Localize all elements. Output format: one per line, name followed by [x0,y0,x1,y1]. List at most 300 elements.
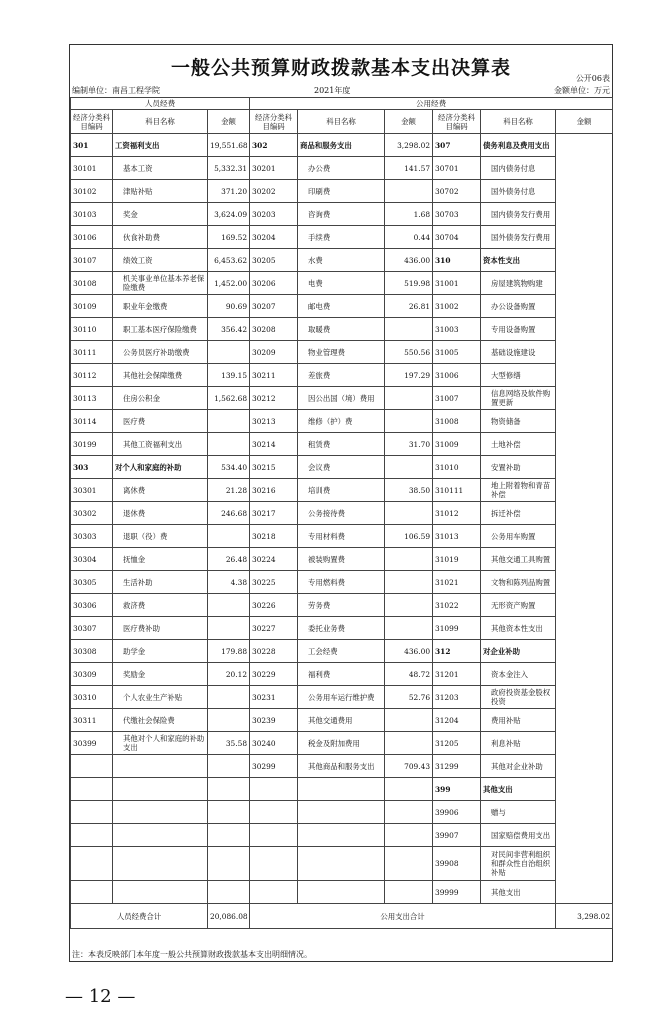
personnel-total-value: 20,086.08 [208,904,250,929]
table-row [71,617,613,640]
name-cell: 工会经费 [298,640,385,663]
code-cell [71,847,113,881]
name-cell: 助学金 [113,640,208,663]
table-row [71,318,613,341]
table-row [71,341,613,364]
table-row [71,410,613,433]
name-cell: 水费 [298,249,385,272]
code-cell: 30113 [71,387,113,410]
name-cell: 其他对个人和家庭的补助支出 [113,732,208,755]
table-row [71,663,613,686]
name-cell: 伙食补助费 [113,226,208,249]
name-cell: 抚恤金 [113,548,208,571]
code-cell: 30701 [433,157,481,180]
amount-cell [385,456,433,479]
amount-cell: 179.88 [208,640,250,663]
amount-cell: 4.38 [208,571,250,594]
code-cell: 30304 [71,548,113,571]
name-cell: 国家赔偿费用支出 [481,824,556,847]
code-cell: 30199 [71,433,113,456]
name-cell [298,881,385,904]
name-cell: 无形资产购置 [481,594,556,617]
code-cell: 30227 [250,617,298,640]
name-cell: 邮电费 [298,295,385,318]
name-cell: 政府投资基金股权投资 [481,686,556,709]
name-cell: 津贴补贴 [113,180,208,203]
amount-cell: 38.50 [385,479,433,502]
name-cell: 奖励金 [113,663,208,686]
amount-cell [208,433,250,456]
table-row [71,548,613,571]
name-cell: 土地补偿 [481,433,556,456]
expenditure-table [70,97,613,929]
name-cell: 专用燃料费 [298,571,385,594]
code-cell: 301 [71,134,113,157]
amount-cell [208,525,250,548]
code-cell: 39906 [433,801,481,824]
name-cell: 物资储备 [481,410,556,433]
amount-cell: 436.00 [385,249,433,272]
amount-cell: 48.72 [385,663,433,686]
code-cell: 30702 [433,180,481,203]
name-cell: 救济费 [113,594,208,617]
code-cell: 30213 [250,410,298,433]
code-cell: 30303 [71,525,113,548]
amount-cell [208,847,250,881]
amount-cell: 1,562.68 [208,387,250,410]
amount-cell [208,594,250,617]
code-cell [71,801,113,824]
code-cell: 30231 [250,686,298,709]
amount-cell [208,881,250,904]
code-cell: 312 [433,640,481,663]
name-cell: 福利费 [298,663,385,686]
name-cell: 利息补贴 [481,732,556,755]
name-cell: 文物和陈列品购置 [481,571,556,594]
amount-cell: 3,298.02 [385,134,433,157]
name-cell: 资本性支出 [481,249,556,272]
code-cell: 30103 [71,203,113,226]
amount-cell [385,709,433,732]
personnel-total-label: 人员经费合计 [71,904,208,929]
name-cell [113,801,208,824]
name-cell: 赠与 [481,801,556,824]
amount-cell: 0.44 [385,226,433,249]
table-row [71,433,613,456]
amount-cell [385,410,433,433]
amount-cell [208,709,250,732]
name-cell: 医疗费 [113,410,208,433]
name-cell: 办公费 [298,157,385,180]
name-cell: 基本工资 [113,157,208,180]
code-cell: 30228 [250,640,298,663]
name-cell: 其他支出 [481,778,556,801]
name-cell: 被装购置费 [298,548,385,571]
code-cell: 30212 [250,387,298,410]
code-cell: 31012 [433,502,481,525]
code-cell: 30310 [71,686,113,709]
table-code: 公开06表 [575,74,610,83]
amount-cell: 1,452.00 [208,272,250,295]
code-cell: 30109 [71,295,113,318]
code-cell: 30114 [71,410,113,433]
name-cell: 退职（役）费 [113,525,208,548]
name-cell: 公务用车购置 [481,525,556,548]
table-row [71,502,613,525]
code-cell: 30201 [250,157,298,180]
code-cell [250,824,298,847]
table-row [71,525,613,548]
amount-cell: 6,453.62 [208,249,250,272]
amount-unit: 金额单位：万元 [554,86,610,95]
amount-cell: 139.15 [208,364,250,387]
code-cell: 31001 [433,272,481,295]
public-total-value: 3,298.02 [556,904,613,929]
name-cell: 其他商品和服务支出 [298,755,385,778]
amount-cell: 31.70 [385,433,433,456]
code-cell: 31008 [433,410,481,433]
amount-cell [385,824,433,847]
name-cell: 公务员医疗补助缴费 [113,341,208,364]
code-cell: 39907 [433,824,481,847]
header-name: 科目名称 [298,110,385,134]
code-cell: 30216 [250,479,298,502]
name-cell: 房屋建筑物购建 [481,272,556,295]
name-cell: 奖金 [113,203,208,226]
code-cell: 30703 [433,203,481,226]
code-cell: 30203 [250,203,298,226]
code-cell: 302 [250,134,298,157]
code-cell: 30240 [250,732,298,755]
name-cell: 住房公积金 [113,387,208,410]
amount-cell [385,881,433,904]
amount-cell [385,387,433,410]
code-cell: 31002 [433,295,481,318]
name-cell: 国外债务付息 [481,180,556,203]
amount-cell: 141.57 [385,157,433,180]
name-cell: 会议费 [298,456,385,479]
name-cell: 代缴社会保险费 [113,709,208,732]
code-cell: 31201 [433,663,481,686]
page-title: 一般公共预算财政拨款基本支出决算表 [170,57,511,79]
name-cell: 个人农业生产补贴 [113,686,208,709]
code-cell: 31003 [433,318,481,341]
code-cell: 31204 [433,709,481,732]
amount-cell: 20.12 [208,663,250,686]
code-cell: 30308 [71,640,113,663]
code-cell: 39908 [433,847,481,881]
code-cell: 30214 [250,433,298,456]
amount-cell: 35.58 [208,732,250,755]
code-cell: 30306 [71,594,113,617]
amount-cell [208,801,250,824]
amount-cell: 371.20 [208,180,250,203]
amount-cell [208,686,250,709]
header-amount: 金额 [208,110,250,134]
table-row [71,157,613,180]
code-cell: 30311 [71,709,113,732]
name-cell: 资本金注入 [481,663,556,686]
code-cell: 30112 [71,364,113,387]
table-row [71,387,613,410]
name-cell: 电费 [298,272,385,295]
code-cell: 30102 [71,180,113,203]
name-cell: 专用材料费 [298,525,385,548]
code-cell: 310111 [433,479,481,502]
name-cell: 委托业务费 [298,617,385,640]
code-cell: 30305 [71,571,113,594]
name-cell [298,801,385,824]
name-cell: 国内债务付息 [481,157,556,180]
amount-cell: 534.40 [208,456,250,479]
name-cell: 其他工资福利支出 [113,433,208,456]
name-cell: 工资福利支出 [113,134,208,157]
name-cell [113,881,208,904]
code-cell: 31203 [433,686,481,709]
code-cell: 31009 [433,433,481,456]
code-cell: 30299 [250,755,298,778]
amount-cell [385,801,433,824]
amount-cell: 246.68 [208,502,250,525]
amount-cell: 1.68 [385,203,433,226]
amount-cell: 519.98 [385,272,433,295]
code-cell: 303 [71,456,113,479]
name-cell [113,847,208,881]
code-cell [71,881,113,904]
name-cell: 离休费 [113,479,208,502]
name-cell: 债务利息及费用支出 [481,134,556,157]
code-cell: 30101 [71,157,113,180]
group-public: 公用经费 [250,98,613,110]
name-cell: 退休费 [113,502,208,525]
code-cell: 30229 [250,663,298,686]
code-cell [250,847,298,881]
header-code: 经济分类科目编码 [250,110,298,134]
code-cell: 30108 [71,272,113,295]
name-cell: 安置补助 [481,456,556,479]
code-cell: 307 [433,134,481,157]
amount-cell [385,617,433,640]
code-cell [71,755,113,778]
code-cell: 30239 [250,709,298,732]
amount-cell: 52.76 [385,686,433,709]
name-cell: 职业年金缴费 [113,295,208,318]
code-cell: 31022 [433,594,481,617]
table-row [71,824,613,847]
amount-cell: 90.69 [208,295,250,318]
amount-cell [385,732,433,755]
amount-cell [385,778,433,801]
name-cell: 办公设备购置 [481,295,556,318]
name-cell [113,778,208,801]
name-cell: 医疗费补助 [113,617,208,640]
amount-cell [208,755,250,778]
code-cell: 30218 [250,525,298,548]
name-cell: 其他支出 [481,881,556,904]
page-number: — 12 — [65,986,136,1007]
name-cell: 其他社会保障缴费 [113,364,208,387]
unit-label: 编制单位：南昌工程学院 [72,86,160,95]
amount-cell [385,180,433,203]
code-cell: 30205 [250,249,298,272]
table-body [71,134,613,904]
code-cell: 39999 [433,881,481,904]
code-cell: 30204 [250,226,298,249]
name-cell: 费用补贴 [481,709,556,732]
code-cell: 31006 [433,364,481,387]
code-cell: 31099 [433,617,481,640]
code-cell: 30211 [250,364,298,387]
name-cell: 手续费 [298,226,385,249]
code-cell [71,778,113,801]
name-cell: 物业管理费 [298,341,385,364]
name-cell: 拆迁补偿 [481,502,556,525]
code-cell: 31007 [433,387,481,410]
name-cell: 因公出国（境）费用 [298,387,385,410]
name-cell: 对企业补助 [481,640,556,663]
code-cell [71,824,113,847]
code-cell: 30217 [250,502,298,525]
header-code: 经济分类科目编码 [433,110,481,134]
code-cell: 31019 [433,548,481,571]
name-cell: 培训费 [298,479,385,502]
code-cell: 30206 [250,272,298,295]
code-cell: 30704 [433,226,481,249]
code-cell: 31021 [433,571,481,594]
code-cell: 30309 [71,663,113,686]
amount-cell [385,502,433,525]
code-cell [250,881,298,904]
group-personnel: 人员经费 [71,98,250,110]
amount-cell: 169.52 [208,226,250,249]
amount-cell [385,571,433,594]
table-row [71,881,613,904]
name-cell: 职工基本医疗保险缴费 [113,318,208,341]
name-cell: 对民间非营利组织和群众性自治组织补贴 [481,847,556,881]
name-cell [298,847,385,881]
table-row [71,249,613,272]
amount-cell: 709.43 [385,755,433,778]
amount-cell [208,617,250,640]
year-label: 2021年度 [314,86,351,95]
table-row [71,801,613,824]
table-row [71,640,613,663]
code-cell: 31010 [433,456,481,479]
name-cell: 其他资本性支出 [481,617,556,640]
footnote: 注：本表反映部门本年度一般公共预算财政拨款基本支出明细情况。 [72,950,312,959]
name-cell: 税金及附加费用 [298,732,385,755]
name-cell: 印刷费 [298,180,385,203]
table-row [71,571,613,594]
name-cell: 商品和服务支出 [298,134,385,157]
code-cell [250,778,298,801]
code-cell: 30301 [71,479,113,502]
table-row [71,364,613,387]
code-cell: 30225 [250,571,298,594]
name-cell: 其他交通费用 [298,709,385,732]
name-cell: 生活补助 [113,571,208,594]
table-row [71,778,613,801]
name-cell: 对个人和家庭的补助 [113,456,208,479]
table-row [71,732,613,755]
name-cell [113,755,208,778]
code-cell: 30111 [71,341,113,364]
amount-cell [385,594,433,617]
name-cell: 其他交通工具购置 [481,548,556,571]
amount-cell: 436.00 [385,640,433,663]
code-cell: 310 [433,249,481,272]
amount-cell [208,341,250,364]
amount-cell [208,824,250,847]
name-cell: 地上附着物和青苗补偿 [481,479,556,502]
amount-cell [385,847,433,881]
code-cell: 30307 [71,617,113,640]
table-row [71,295,613,318]
name-cell [113,824,208,847]
code-cell: 30399 [71,732,113,755]
code-cell: 30208 [250,318,298,341]
code-cell: 31205 [433,732,481,755]
header-amount: 金额 [385,110,433,134]
table-row [71,686,613,709]
name-cell: 差旅费 [298,364,385,387]
table-row [71,203,613,226]
name-cell: 机关事业单位基本养老保险缴费 [113,272,208,295]
amount-cell: 21.28 [208,479,250,502]
table-row [71,709,613,732]
table-row [71,847,613,881]
amount-cell: 26.48 [208,548,250,571]
name-cell: 绩效工资 [113,249,208,272]
table-row [71,456,613,479]
name-cell: 大型修缮 [481,364,556,387]
table-row [71,272,613,295]
amount-cell: 5,332.31 [208,157,250,180]
code-cell: 30209 [250,341,298,364]
name-cell [298,778,385,801]
budget-sheet [69,44,613,962]
header-code: 经济分类科目编码 [71,110,113,134]
amount-cell: 3,624.09 [208,203,250,226]
code-cell: 30110 [71,318,113,341]
code-cell [250,801,298,824]
amount-cell: 26.81 [385,295,433,318]
code-cell: 399 [433,778,481,801]
table-row [71,594,613,617]
name-cell [298,824,385,847]
name-cell: 公务接待费 [298,502,385,525]
amount-cell [385,548,433,571]
name-cell: 租赁费 [298,433,385,456]
header-amount: 金额 [556,110,613,134]
code-cell: 30224 [250,548,298,571]
table-row [71,755,613,778]
name-cell: 国外债务发行费用 [481,226,556,249]
code-cell: 30106 [71,226,113,249]
public-total-label: 公用支出合计 [250,904,556,929]
code-cell: 31299 [433,755,481,778]
amount-cell: 356.42 [208,318,250,341]
name-cell: 基础设施建设 [481,341,556,364]
code-cell: 30226 [250,594,298,617]
name-cell: 国内债务发行费用 [481,203,556,226]
table-row [71,479,613,502]
code-cell: 30202 [250,180,298,203]
name-cell: 公务用车运行维护费 [298,686,385,709]
name-cell: 其他对企业补助 [481,755,556,778]
code-cell: 30207 [250,295,298,318]
name-cell: 咨询费 [298,203,385,226]
